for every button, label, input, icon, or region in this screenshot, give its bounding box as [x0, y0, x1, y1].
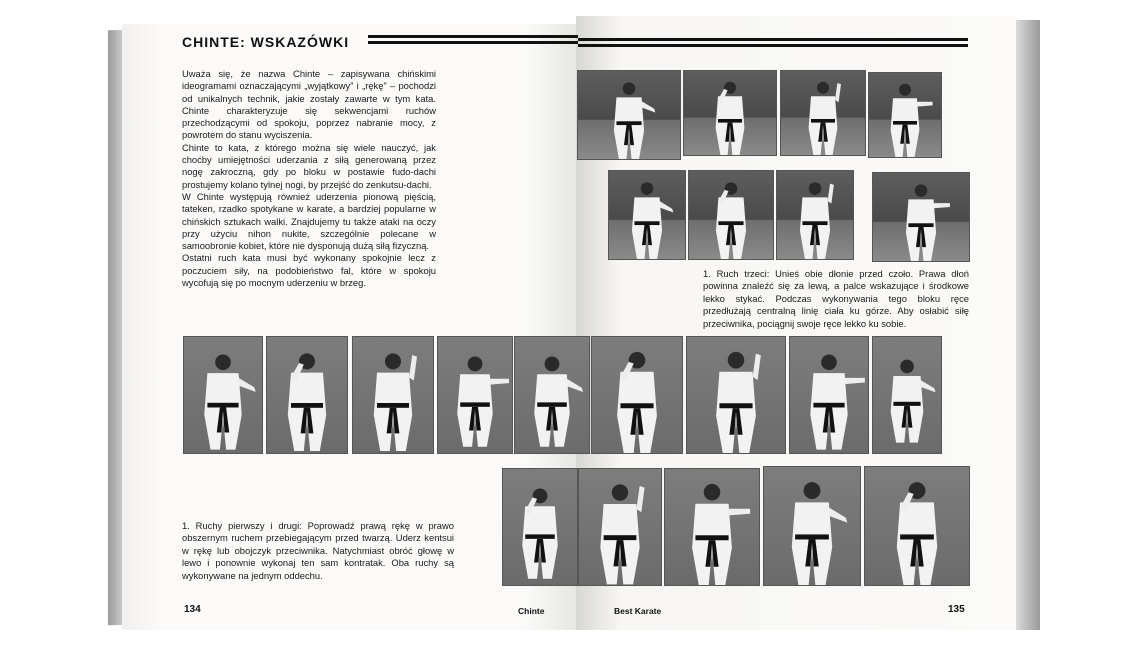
- karateka-figure: [781, 71, 865, 155]
- karateka-figure: [790, 337, 868, 453]
- karateka-figure: [592, 337, 682, 453]
- page-title: CHINTE: WSKAZÓWKI: [182, 34, 350, 50]
- left-page-number: 134: [184, 604, 201, 615]
- kata-photo: [591, 336, 683, 454]
- kata-photo: [578, 468, 662, 586]
- kata-photo: [502, 468, 578, 586]
- kata-photo: [872, 172, 970, 262]
- kata-photo: [608, 170, 686, 260]
- karateka-figure: [687, 337, 785, 453]
- kata-photo: [437, 336, 513, 454]
- kata-photo: [763, 466, 861, 586]
- karateka-figure: [578, 71, 680, 159]
- karateka-figure: [764, 467, 860, 585]
- karateka-figure: [665, 469, 759, 585]
- kata-photo: [872, 336, 942, 454]
- kata-photo: [789, 336, 869, 454]
- kata-photo: [864, 466, 970, 586]
- kata-photo: [776, 170, 854, 260]
- karateka-figure: [609, 171, 685, 259]
- left-running-head: Chinte: [518, 606, 545, 616]
- kata-photo: [352, 336, 434, 454]
- karateka-figure: [689, 171, 773, 259]
- kata-photo: [514, 336, 590, 454]
- karateka-figure: [865, 467, 969, 585]
- kata-photo: [868, 72, 942, 158]
- kata-photo: [780, 70, 866, 156]
- karateka-figure: [184, 337, 262, 453]
- kata-photo: [664, 468, 760, 586]
- kata-photo: [266, 336, 348, 454]
- paragraph: W Chinte występują również uderzenia pionową pięścią, tateken, rzadko spotykane w karate, a bardziej popularne w chińskich sztukach walki. Znajdujemy tu także ataki na oczy przy użyciu nihon nukite, szczególnie polecane w samoobronie kobiet, które nie dysponują dużą siłą fizyczną.: [182, 190, 436, 252]
- karateka-figure: [267, 337, 347, 453]
- right-page-edge: [1012, 20, 1040, 630]
- kata-photo: [683, 70, 777, 156]
- kata-photo: [688, 170, 774, 260]
- karateka-figure: [515, 337, 589, 453]
- karateka-figure: [873, 173, 969, 261]
- paragraph: Ostatni ruch kata musi być wykonany spokojnie lecz z poczuciem siły, na podobieństwo fal, które w spokoju wycofują się po mocnym uderzeniu w brzeg.: [182, 252, 436, 289]
- karateka-figure: [777, 171, 853, 259]
- karateka-figure: [684, 71, 776, 155]
- karateka-figure: [503, 469, 577, 585]
- karateka-figure: [438, 337, 512, 453]
- karateka-figure: [869, 73, 941, 157]
- karateka-figure: [353, 337, 433, 453]
- kata-photo: [577, 70, 681, 160]
- right-running-head: Best Karate: [614, 606, 662, 616]
- karateka-figure: [579, 469, 661, 585]
- left-caption: 1. Ruchy pierwszy i drugi: Poprowadź prawą rękę w prawo obszernym ruchem przebiegającym przed twarzą. Uderz kentsui w rękę lub obojczyk przeciwnika. Natychmiast obróć głowę w lewo i ponownie wykonaj ten sam kontratak. Oba ruchy są wykonywane na jednym oddechu.: [182, 520, 454, 581]
- paragraph: Uważa się, że nazwa Chinte – zapisywana chińskimi ideogramami oznaczającymi „wyjątkowy” i „rękę” – pochodzi od unikalnych technik, jakie zostały zawarte w tym kata. Chinte charakteryzuje się sekwencjami ruchów przechodzącymi od spokoju, poprzez nabranie mocy, z powrotem do stanu wyciszenia.: [182, 68, 436, 141]
- karateka-figure: [873, 337, 941, 453]
- kata-photo: [183, 336, 263, 454]
- kata-photo: [686, 336, 786, 454]
- body-text: [182, 68, 436, 289]
- paragraph: Chinte to kata, z którego można się wiele nauczyć, jak choćby umiejętności uderzania z siłą generowaną przez nogę zakroczną, gdy po bloku w postawie fudo-dachi prostujemy kolano tylnej nogi, by przejść do zenkutsu-dachi.: [182, 141, 436, 190]
- right-caption: 1. Ruch trzeci: Unieś obie dłonie przed czoło. Prawa dłoń powinna znaleźć się za lewą, a palce wskazujące i środkowe lekko stykać. Podczas wykonywania tego bloku ręce przedłużają centralną linię ciała ku górze. Aby osłabić siłę przeciwnika, pociągnij swoje ręce lekko ku sobie.: [703, 268, 969, 329]
- right-page-number: 135: [948, 604, 965, 615]
